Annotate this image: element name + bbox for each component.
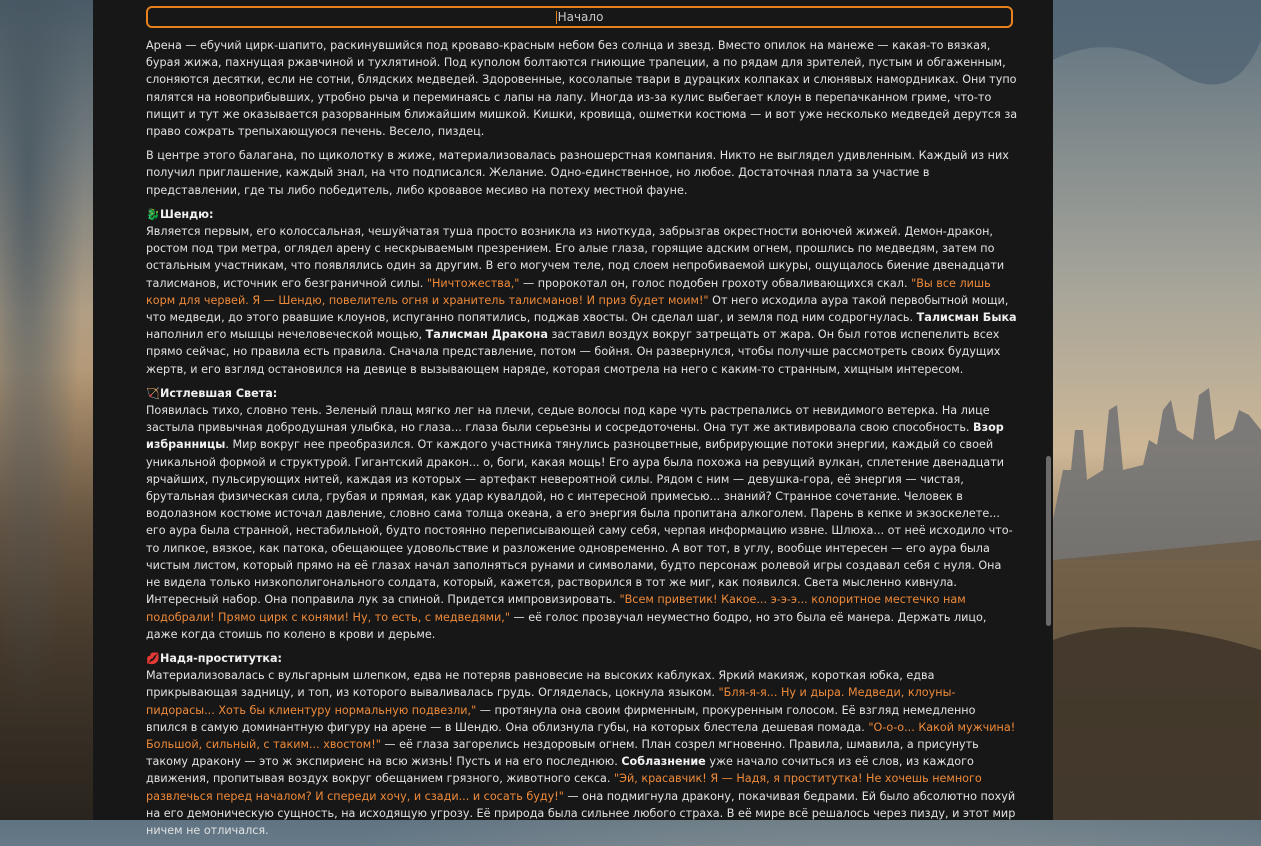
dialogue-text: "Вы все лишь корм для червей. Я — Шендю, повелитель огня и хранитель талисманов! И приз будет моим!" (146, 276, 991, 307)
dialogue-text: "Эй, красавчик! Я — Надя, я проститутка! Не хочешь немного развлечься перед началом? И спереди хочу, и сзади... и сосать буду!" (146, 772, 982, 803)
dialogue-text: "Бля-я-я... Ну и дыра. Медведи, клоуны-пидорасы... Хоть бы клиентуру нормальную подвезли," (146, 686, 956, 717)
character-heading-shendu (146, 206, 1018, 223)
story-paragraph-company: В центре этого балагана, по щиколотку в жиже, материализовалась разношерстная компания. Никто не выглядел удивленным. Каждый из них получил приглашение, каждый знал, на что подписался. Желание. Одно-единственное, но любое. Достаточная плата за участие в представлении, где ты либо победитель, либо кровавое месиво на потеху местной фауне. (146, 149, 1009, 197)
character-section-nadya (146, 650, 1018, 839)
narration-text: — её голос прозвучал неуместно бодро, но это была её манера. Держать лицо, даже когда стоишь по колено в крови и дерьме. (146, 610, 987, 641)
dragon-icon: 🐉 (146, 207, 160, 221)
dialogue-text: "Всем приветик! Какое... э-э-э... колоритное местечко нам подобрали! Прямо цирк с конями! Ну, то есть, с медведями," (146, 593, 966, 624)
narration-text: — её глаза загорелись нездоровым огнем. План созрел мгновенно. Правила, шмавила, а присунуть такому дракону — это ж экспириенс на всю жизнь! Пусть и на его последнюю. (146, 737, 979, 769)
background-landscape-left (0, 0, 93, 820)
text-caret (556, 11, 557, 24)
narration-text: От него исходила аура такой первобытной мощи, что медведи, до этого рвавшие клоунов, испуганно попятились, поджав хвосты. Он сделал шаг, и земля под ним содрогнулась. (146, 293, 1009, 325)
narration-text: заставил воздух вокруг затрещать от жара. Он был готов испепелить всех прямо сейчас, но правила есть правила. Сначала представление, потом — бойня. Он развернулся, чтобы получше рассмотреть своих будущих жертв, и его взгляд остановился на девице в вызывающем наряде, которая смотрела на него с каким-то странным, хищным интересом. (146, 328, 1001, 376)
narration-text: наполнил его мышцы нечеловеческой мощью, (146, 328, 426, 342)
chat-title-text: Начало (557, 10, 604, 24)
narration-text: Является первым, его колоссальная, чешуйчатая туша просто возникла из ниоткуда, забрызгав окрестности вонючей жижей. Демон-дракон, ростом под три метра, оглядел арену с нескрываемым презрением. Его алые глаза, горящие адским огнем, прошлись по медведям, затем по остальным участникам, что появлялись один за другим. В его могучем теле, под слоем непробиваемой шкуры, ощущалось биение двенадцати талисманов, источник его безграничной силы. (146, 225, 1005, 290)
character-name-shendu: Шендю: (160, 207, 214, 221)
narration-text: . Мир вокруг нее преобразился. От каждого участника тянулись разноцветные, вибрирующие потоки энергии, каждый со своей уникальной формой и структурой. Гигантский дракон... о, боги, какая мощь! Его аура была похожа на ревущий вулкан, сплетение двенадцати ярчайших, пульсирующих нитей, каждая из которых — артефакт невероятной силы. Рядом с ним — девушка-гора, её энергия — чистая, брутальная физическая сила, грубая и прямая, как удар кувалдой, но с интересной примесью... знаний? Странное сочетание. Человек в водолазном костюме источал давление, словно сама толща океана, а его энергия была пропитана алкоголем. Парень в кепке и экзоскелете... его аура была странной, нестабильной, будто постоянно переписывающей саму себя, черпая информацию извне. Шлюха... от неё исходило что-то липкое, вязкое, как патока, обещающее удовольствие и разложение одновременно. А вот тот, в углу, вообще интересен — его аура была чистым листом, который прямо на её глазах начал заполняться рунами и символами, будто персонаж ролевой игры создавал себя с нуля. Она не видела только низкополигонального солдата, который, кажется, растворился в тот же миг, как появился. Света мысленно кивнула. Интересный набор. Она поправила лук за спиной. Придется импровизировать. (146, 438, 1013, 607)
ability-name: Взор избранницы (146, 421, 1004, 452)
character-heading-nadya (146, 650, 1018, 667)
character-name-nadya: Надя-проститутка: (160, 651, 283, 665)
character-name-sveta: Истлевшая Света: (160, 386, 278, 400)
character-section-sveta (146, 385, 1018, 643)
narration-text: уже начало сочиться из её слов, из каждого движения, пропитывая воздух вокруг обещанием грязного, животного секса. (146, 755, 974, 786)
ability-name: Талисман Быка (916, 311, 1017, 325)
dialogue-text: "О-о-о... Какой мужчина! Большой, сильный, с таким... хвостом!" (146, 720, 1016, 751)
story-paragraph-arena: Арена — ебучий цирк-шапито, раскинувшийся под кроваво-красным небом без солнца и звезд. Вместо опилок на манеже — какая-то вязкая, бурая жижа, пахнущая ржавчиной и тухлятиной. Под куполом болтаются гниющие трапеции, а по рядам для зрителей, пустым и обгаженным, слоняются десятки, если не сотни, блядских медведей. Здоровенные, косолапые твари в дурацких колпаках и слюнявых намордниках. Они тупо пялятся на новоприбывших, утробно рыча и переминаясь с лапы на лапу. Иногда из-за кулис выбегает клоун в перепачканном гриме, что-то пищит и тут же оказывается разорванным ближайшим мишкой. Кишки, кровища, ошметки костюма — и вот уже несколько медведей дерутся за право сожрать трепыхающуюся печень. Весело, пиздец. (146, 39, 1018, 139)
character-section-shendu (146, 206, 1018, 378)
narration-text: — пророкотал он, голос подобен грохоту обваливающихся скал. (519, 276, 912, 290)
chat-title-input[interactable] (146, 6, 1013, 28)
narration-text: — протянула она своим фирменным, прокуренным голосом. Её взгляд немедленно впился в самую доминантную фигуру на арене — в Шендю. Она облизнула губы, на которых блестела дешевая помада. (146, 703, 976, 734)
bow-arrow-icon: 🏹 (146, 386, 160, 400)
background-landscape-right (1053, 0, 1261, 820)
scrollbar-thumb[interactable] (1046, 456, 1051, 626)
narration-text: Материализовалась с вульгарным шлепком, едва не потеряв равновесие на высоких каблуках. Яркий макияж, короткая юбка, едва прикрывающая задницу, и топ, из которого вываливалась грудь. Огляделась, цокнула языком. (146, 669, 935, 700)
dialogue-text: "Ничтожества," (426, 276, 520, 290)
narration-text: Появилась тихо, словно тень. Зеленый плащ мягко лег на плечи, седые волосы под каре чуть растрепались от невидимого ветерка. На лице застыла привычная добродушная улыбка, но глаза... глаза были серьезны и сосредоточены. Она тут же активировала свою способность. (146, 404, 990, 435)
chat-panel (93, 0, 1053, 837)
ability-name: Талисман Дракона (425, 328, 548, 342)
character-heading-sveta (146, 385, 1018, 402)
message-content (146, 37, 1018, 846)
narration-text: — она подмигнула дракону, покачивая бедрами. Ей было абсолютно похуй на его демоническую сущность, на исходящую угрозу. Её природа была сильнее любого страха. В её мире всё решалось через пизду, и этот мир ничем не отличался. (146, 789, 1016, 837)
ability-name: Соблазнение (621, 755, 706, 769)
lips-icon: 💋 (146, 651, 160, 665)
